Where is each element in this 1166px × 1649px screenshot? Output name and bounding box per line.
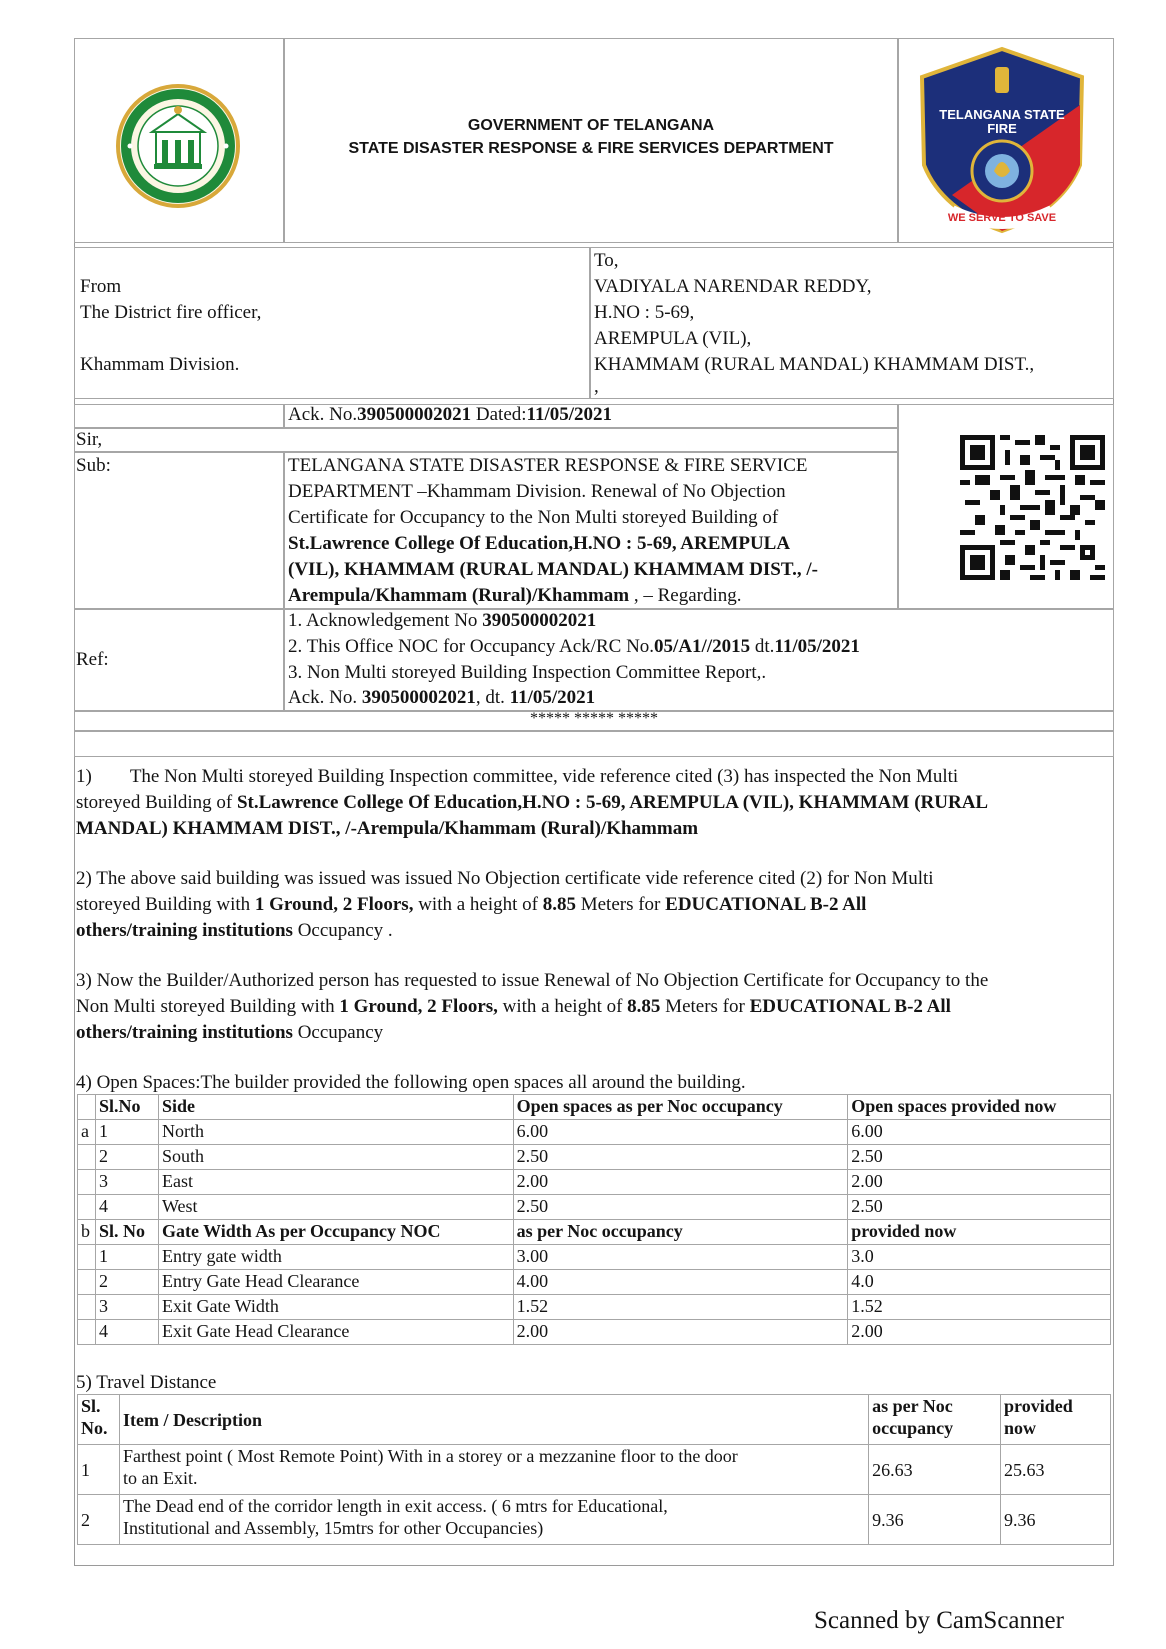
ack-prefix: Ack. No. — [288, 404, 358, 425]
para2-floors: 1 Ground, 2 Floors, — [254, 894, 414, 915]
para3-height: 8.85 — [627, 996, 661, 1017]
ref-4-date: 11/05/2021 — [509, 687, 596, 708]
para2-text-end: Occupancy . — [292, 920, 393, 941]
table-cell — [78, 1095, 96, 1120]
para2-height: 8.85 — [542, 894, 576, 915]
table-cell: 4.0 — [848, 1270, 1111, 1295]
para2-line3 — [76, 918, 393, 944]
ref-2-mid: dt. — [750, 636, 775, 657]
ref-1-number: 390500002021 — [482, 610, 597, 631]
table-header-cell: Sl. No — [95, 1220, 158, 1245]
table-row — [78, 1120, 1111, 1145]
from-division: Khammam Division. — [80, 354, 240, 375]
svg-text:WE SERVE TO SAVE: WE SERVE TO SAVE — [947, 212, 1057, 224]
table-cell — [78, 1320, 96, 1345]
gate-header-row — [78, 1220, 1111, 1245]
table-cell: 9.36 — [869, 1495, 1001, 1545]
table-cell: 2.50 — [513, 1195, 848, 1220]
table-cell: 2.00 — [848, 1170, 1111, 1195]
to-address-line2: AREMPULA (VIL), — [594, 328, 752, 349]
from-label: From — [80, 276, 122, 297]
table-cell — [119, 1445, 868, 1495]
header-occupancy: occupancy — [872, 1418, 954, 1438]
salutation-row — [74, 428, 898, 452]
table-row — [78, 1270, 1111, 1295]
para2-occupancy-type: others/training institutions — [76, 920, 293, 941]
description-line: to an Exit. — [122, 1468, 198, 1488]
subject-bold-line1: St.Lawrence College Of Education,H.NO : 5-69, AREMPULA — [288, 533, 791, 554]
para1-text1: The Non Multi storeyed Building Inspection committee, vide reference cited (3) has inspected the Non Multi — [129, 766, 959, 787]
table-cell — [119, 1495, 868, 1545]
ref-item-1 — [288, 608, 596, 634]
table-row — [78, 1445, 1111, 1495]
table-cell: 6.00 — [513, 1120, 848, 1145]
subject-tail: , – Regarding. — [629, 585, 742, 606]
table-header-cell — [78, 1395, 120, 1445]
table-header-cell — [1001, 1395, 1111, 1445]
table-cell: 3 — [95, 1170, 158, 1195]
para2-text-a: storeyed Building with — [76, 894, 255, 915]
to-address-line1: H.NO : 5-69, — [594, 302, 695, 323]
para2-category: EDUCATIONAL B-2 All — [665, 894, 867, 915]
camscanner-watermark: Scanned by CamScanner — [814, 1607, 1064, 1634]
subject-line2: DEPARTMENT –Khammam Division. Renewal of No Objection — [288, 481, 786, 502]
description-line: Farthest point ( Most Remote Point) With in a storey or a mezzanine floor to the door — [122, 1446, 738, 1466]
ref-2-number: 05/A1//2015 — [654, 636, 751, 657]
table-cell: North — [158, 1120, 513, 1145]
to-address-line4: , — [594, 376, 599, 397]
ack-line — [288, 402, 612, 428]
open-spaces-title: 4) Open Spaces:The builder provided the following open spaces all around the building. — [76, 1072, 746, 1093]
table-cell: 2 — [95, 1270, 158, 1295]
table-cell: West — [158, 1195, 513, 1220]
table-header-cell — [869, 1395, 1001, 1445]
table-cell: 25.63 — [1001, 1445, 1111, 1495]
ref-4-text: Ack. No. — [288, 687, 362, 708]
table-cell — [78, 1195, 96, 1220]
subject-line3: Certificate for Occupancy to the Non Multi storeyed Building of — [288, 507, 779, 528]
table-cell — [78, 1145, 96, 1170]
table-cell: Entry Gate Head Clearance — [158, 1270, 513, 1295]
table-cell: 3.00 — [513, 1245, 848, 1270]
para1-bold2: MANDAL) KHAMMAM DIST., /-Arempula/Khammam (Rural)/Khammam — [76, 818, 699, 839]
para3-text-e: Meters for — [660, 996, 750, 1017]
travel-distance-title: 5) Travel Distance — [76, 1372, 217, 1393]
para2-line1: 2) The above said building was issued was issued No Objection certificate vide reference cited (2) for Non Multi — [76, 868, 934, 889]
from-officer: The District fire officer, — [80, 302, 262, 323]
table-cell: 2 — [78, 1495, 120, 1545]
header-provided: provided — [1004, 1396, 1073, 1416]
table-cell: 4 — [95, 1195, 158, 1220]
telangana-fire-services-badge-icon — [912, 45, 1092, 235]
table-header-cell: Open spaces provided now — [848, 1095, 1111, 1120]
table-row — [78, 1195, 1111, 1220]
salutation: Sir, — [76, 429, 103, 450]
para3-text-end: Occupancy — [292, 1022, 384, 1043]
table-cell: 6.00 — [848, 1120, 1111, 1145]
para3-line1: 3) Now the Builder/Authorized person has requested to issue Renewal of No Objection Certificate for Occupancy to the — [76, 970, 989, 991]
table-header-cell: Sl.No — [95, 1095, 158, 1120]
table-cell: 1.52 — [513, 1295, 848, 1320]
table-cell: East — [158, 1170, 513, 1195]
table-row — [78, 1170, 1111, 1195]
table-cell: 2.50 — [513, 1145, 848, 1170]
to-address-line3: KHAMMAM (RURAL MANDAL) KHAMMAM DIST., — [594, 354, 1035, 375]
subject-bold-line3: Arempula/Khammam (Rural)/Khammam — [288, 585, 630, 606]
open-spaces-table — [77, 1094, 1111, 1345]
para1-text2: storeyed Building of — [76, 792, 237, 813]
para3-line3 — [76, 1020, 383, 1046]
qr-code-icon — [960, 435, 1105, 580]
para3-text-a: Non Multi storeyed Building with — [76, 996, 340, 1017]
subject-bold-line2: (VIL), KHAMMAM (RURAL MANDAL) KHAMMAM DIST., /- — [288, 559, 818, 580]
ref-item-4 — [288, 685, 595, 711]
table-row — [78, 1495, 1111, 1545]
ref-4-number: 390500002021 — [361, 687, 476, 708]
svg-text:FIRE: FIRE — [987, 121, 1017, 136]
table-header-cell: Gate Width As per Occupancy NOC — [158, 1220, 513, 1245]
table-row — [78, 1320, 1111, 1345]
table-cell: 2.50 — [848, 1145, 1111, 1170]
subject-last-line — [288, 583, 742, 609]
header-title-line1: GOVERNMENT OF TELANGANA — [467, 117, 715, 134]
ref-2-text: 2. This Office NOC for Occupancy Ack/RC No. — [288, 636, 655, 657]
table-header-cell: Item / Description — [119, 1395, 868, 1445]
table-header-cell: Side — [158, 1095, 513, 1120]
table-cell: 2.00 — [513, 1320, 848, 1345]
ref-2-date: 11/05/2021 — [774, 636, 860, 657]
para1-bold1: St.Lawrence College Of Education,H.NO : 5-69, AREMPULA (VIL), KHAMMAM (RURAL — [236, 792, 989, 813]
header-as-per-noc: as per Noc — [872, 1396, 953, 1416]
table-row — [78, 1295, 1111, 1320]
table-cell: South — [158, 1145, 513, 1170]
to-name: VADIYALA NARENDAR REDDY, — [594, 276, 872, 297]
table-cell: Exit Gate Width — [158, 1295, 513, 1320]
table-row — [78, 1145, 1111, 1170]
group-label: b — [78, 1220, 96, 1245]
table-cell: 3.0 — [848, 1245, 1111, 1270]
table-cell: 2.50 — [848, 1195, 1111, 1220]
description-line: Institutional and Assembly, 15mtrs for other Occupancies) — [122, 1518, 544, 1538]
header-title-line2: STATE DISASTER RESPONSE & FIRE SERVICES DEPARTMENT — [348, 140, 834, 157]
table-cell: 9.36 — [1001, 1495, 1111, 1545]
svg-text:TELANGANA STATE: TELANGANA STATE — [939, 107, 1065, 122]
table-cell — [78, 1270, 96, 1295]
travel-header-row — [78, 1395, 1111, 1445]
table-cell: 1.52 — [848, 1295, 1111, 1320]
group-label: a — [78, 1120, 96, 1145]
table-cell: 1 — [95, 1120, 158, 1145]
table-header-cell: Open spaces as per Noc occupancy — [513, 1095, 848, 1120]
para3-occupancy-type: others/training institutions — [76, 1022, 293, 1043]
ack-date: 11/05/2021 — [526, 404, 613, 425]
header-sl: Sl. — [81, 1396, 101, 1416]
subject-line1: TELANGANA STATE DISASTER RESPONSE & FIRE SERVICE — [288, 455, 808, 476]
para2-text-e: Meters for — [575, 894, 666, 915]
table-cell: Entry gate width — [158, 1245, 513, 1270]
table-cell — [78, 1170, 96, 1195]
table-cell: 3 — [95, 1295, 158, 1320]
para3-category: EDUCATIONAL B-2 All — [749, 996, 951, 1017]
table-cell: Exit Gate Head Clearance — [158, 1320, 513, 1345]
table-cell: 1 — [78, 1445, 120, 1495]
travel-distance-table — [77, 1394, 1111, 1545]
header-now: now — [1004, 1418, 1037, 1438]
table-cell: 2.00 — [848, 1320, 1111, 1345]
ref-1-text: 1. Acknowledgement No — [288, 610, 483, 631]
ack-number: 390500002021 — [357, 404, 472, 425]
para3-line2 — [76, 994, 951, 1020]
table-cell — [78, 1245, 96, 1270]
table-cell: 1 — [95, 1245, 158, 1270]
table-cell: 2 — [95, 1145, 158, 1170]
para3-text-c: with a height of — [497, 996, 628, 1017]
open-spaces-header-row — [78, 1095, 1111, 1120]
telangana-government-seal-icon — [114, 82, 242, 210]
table-cell: 4.00 — [513, 1270, 848, 1295]
para1-line2 — [76, 790, 988, 816]
to-label: To, — [594, 250, 619, 271]
ref-item-2 — [288, 634, 860, 660]
ref-item-3: 3. Non Multi storeyed Building Inspection Committee Report,. — [288, 662, 767, 683]
ack-spacer-cell — [74, 404, 284, 428]
para2-line2 — [76, 892, 866, 918]
para1-line1 — [76, 764, 958, 790]
separator-stars: ***** ***** ***** — [530, 710, 658, 727]
table-header-cell: provided now — [848, 1220, 1111, 1245]
table-cell: 26.63 — [869, 1445, 1001, 1495]
ack-dated-label: Dated: — [471, 404, 527, 425]
table-cell: 2.00 — [513, 1170, 848, 1195]
ref-label: Ref: — [76, 649, 109, 670]
table-cell — [78, 1295, 96, 1320]
para1-number: 1) — [76, 766, 92, 787]
para2-text-c: with a height of — [413, 894, 543, 915]
para3-floors: 1 Ground, 2 Floors, — [339, 996, 498, 1017]
subject-label: Sub: — [76, 455, 111, 476]
table-row — [78, 1245, 1111, 1270]
ref-4-mid: , dt. — [475, 687, 510, 708]
header-no: No. — [81, 1418, 108, 1438]
table-header-cell: as per Noc occupancy — [513, 1220, 848, 1245]
table-cell: 4 — [95, 1320, 158, 1345]
blank-row — [74, 731, 1114, 757]
description-line: The Dead end of the corridor length in exit access. ( 6 mtrs for Educational, — [122, 1496, 668, 1516]
